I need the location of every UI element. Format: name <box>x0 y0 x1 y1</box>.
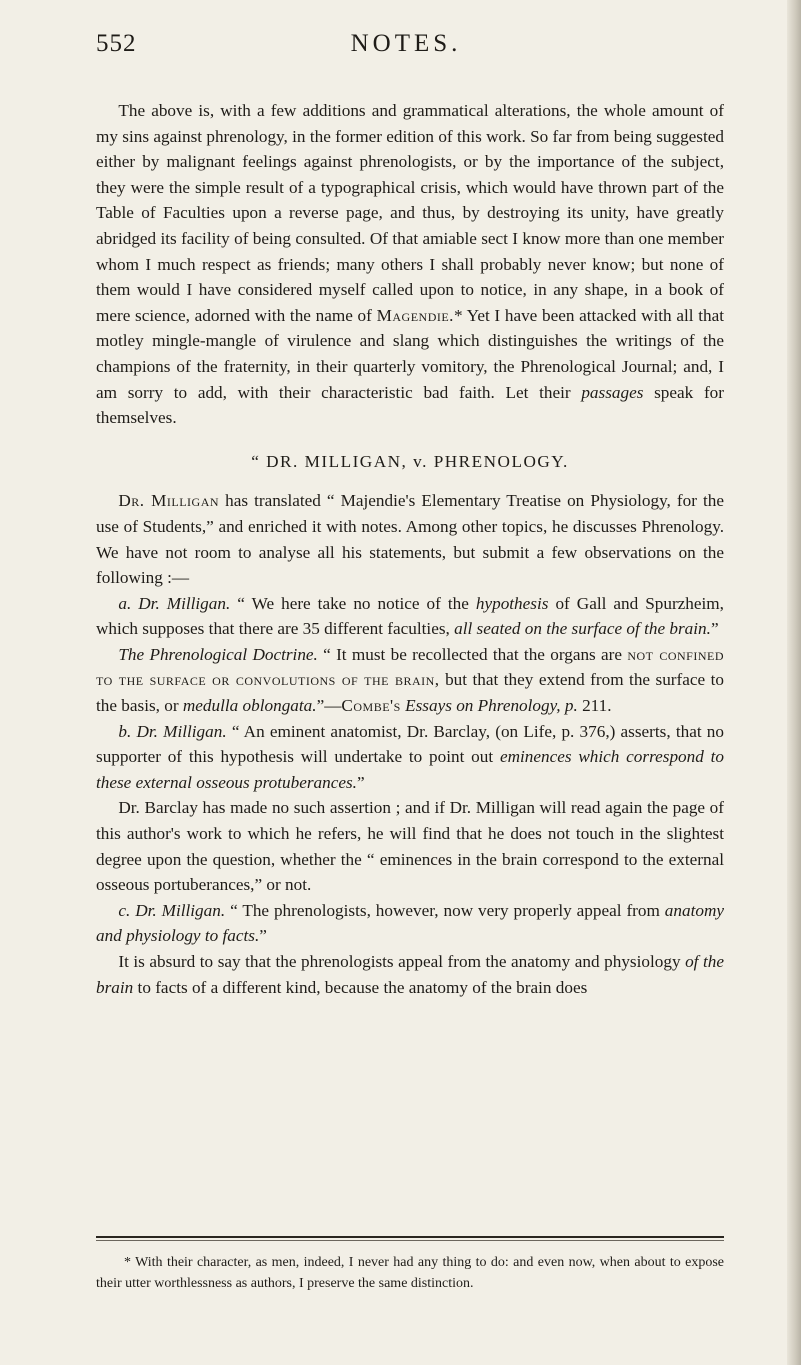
paragraph-4 <box>96 949 724 1000</box>
passages-italic: passages <box>581 382 644 402</box>
item-a-text: “ We here take no notice of the <box>230 593 476 613</box>
item-a <box>96 591 724 642</box>
item-c-close: ” <box>259 926 267 946</box>
item-c-label: c. Dr. Milligan. <box>118 900 226 920</box>
running-head <box>96 30 716 64</box>
name-milligan: Dr. Milligan <box>118 491 220 511</box>
doctrine-smallcaps: not confined to the surface or convolutions of the brain, <box>96 644 724 690</box>
paragraph-4-text: It is absurd to say that the phrenologists appeal from the anatomy and physiology <box>118 952 686 971</box>
footnote-marker: * <box>453 305 463 325</box>
item-c <box>96 898 724 949</box>
paragraph-1-end: speak for themselves. <box>96 382 724 428</box>
item-b-close: ” <box>356 772 365 792</box>
name-magendie: Magendie. <box>376 305 454 325</box>
doctrine-label: The Phrenological Doctrine. <box>118 644 318 664</box>
doctrine-book: Essays on Phrenology, p. <box>400 696 578 716</box>
footnote-rule <box>96 1236 724 1238</box>
item-c-italic: anatomy and physiology to facts. <box>96 900 724 946</box>
paragraph-3: Dr. Barclay has made no such assertion ; and if Dr. Milligan will read again the page of this author's work to which he refers, he will find that he does not touch in the slightest degree upon the question, whether the “ eminences in the brain correspond to the external osseous portuberances,” or not. <box>96 798 724 895</box>
item-b-italic: eminences which correspond to these external osseous protuberances. <box>96 747 724 792</box>
doctrine-quote <box>96 642 724 719</box>
doctrine-italic: medulla oblongata. <box>182 696 317 716</box>
item-a-italic-2: all seated on the surface of the brain. <box>454 619 711 639</box>
body-text <box>96 98 724 1000</box>
item-a-label: a. Dr. Milligan. <box>118 593 231 613</box>
footnote: * With their character, as men, indeed, I never had any thing to do: and even now, when about to expose their utter worthlessness as authors, I preserve the same distinction. <box>96 1255 724 1291</box>
footnote-rule-thin <box>96 1240 724 1241</box>
item-a-close: ” <box>710 619 719 639</box>
doctrine-combe: Combe's <box>341 696 401 716</box>
doctrine-text-2: but that they extend from the surface to the basis, or <box>96 670 724 716</box>
doctrine-text-3: ”— <box>316 696 342 716</box>
paragraph-4-italic: of the brain <box>96 952 724 997</box>
doctrine-page: 211. <box>577 696 612 716</box>
paragraph-2 <box>96 488 724 590</box>
page-number: 552 <box>96 30 137 57</box>
item-b-text: “ An eminent anatomist, Dr. Barclay, (on Life, p. 376,) asserts, that no supporter of this hypothesis will undertake to point out <box>96 721 724 767</box>
item-a-text-2: of Gall and Spurzheim, which supposes that there are 35 different faculties, <box>96 593 724 639</box>
section-heading: “ DR. MILLIGAN, v. PHRENOLOGY. <box>251 451 569 471</box>
item-c-text: “ The phrenologists, however, now very properly appeal from <box>225 900 665 920</box>
paragraph-1 <box>96 98 724 431</box>
paragraph-1-text: The above is, with a few additions and grammatical alterations, the whole amount of my sins against phrenology, in the former edition of this work. So far from being suggested either by malignant feelings against phrenologists, or by the importance of the subject, they were the simple result of a typographical crisis, which would have thrown part of the Table of Faculties upon a reverse page, and thus, by destroying its unity, have greatly abridged its facility of being consulted. Of that amiable sect I know more than one member whom I much respect as friends; many others I shall probably never know; but none of them would I have considered myself called upon to notice, in any shape, in a book of mere science, adorned with the name of <box>96 101 724 325</box>
item-b <box>96 719 724 796</box>
paragraph-4-end: to facts of a different kind, because the anatomy of the brain does <box>133 977 588 997</box>
doctrine-text: “ It must be recollected that the organs are <box>317 644 628 664</box>
paragraph-2-text: has translated “ Majendie's Elementary Treatise on Physiology, for the use of Students,” and enriched it with notes. Among other topics, he discusses Phrenology. We have not room to analyse all his statements, but submit a few observations on the following :— <box>96 491 724 588</box>
item-b-label: b. Dr. Milligan. <box>118 721 227 741</box>
page-edge-shadow <box>787 0 801 1365</box>
item-a-italic-1: hypothesis <box>475 593 549 613</box>
running-title: NOTES. <box>350 30 462 57</box>
paragraph-1-cont: Yet I have been attacked with all that motley mingle-mangle of virulence and slang which distinguishes the writings of the champions of the fraternity, in their quarterly vomitory, the Phrenological Journal; and, I am sorry to add, with their characteristic bad faith. Let their <box>96 305 725 402</box>
